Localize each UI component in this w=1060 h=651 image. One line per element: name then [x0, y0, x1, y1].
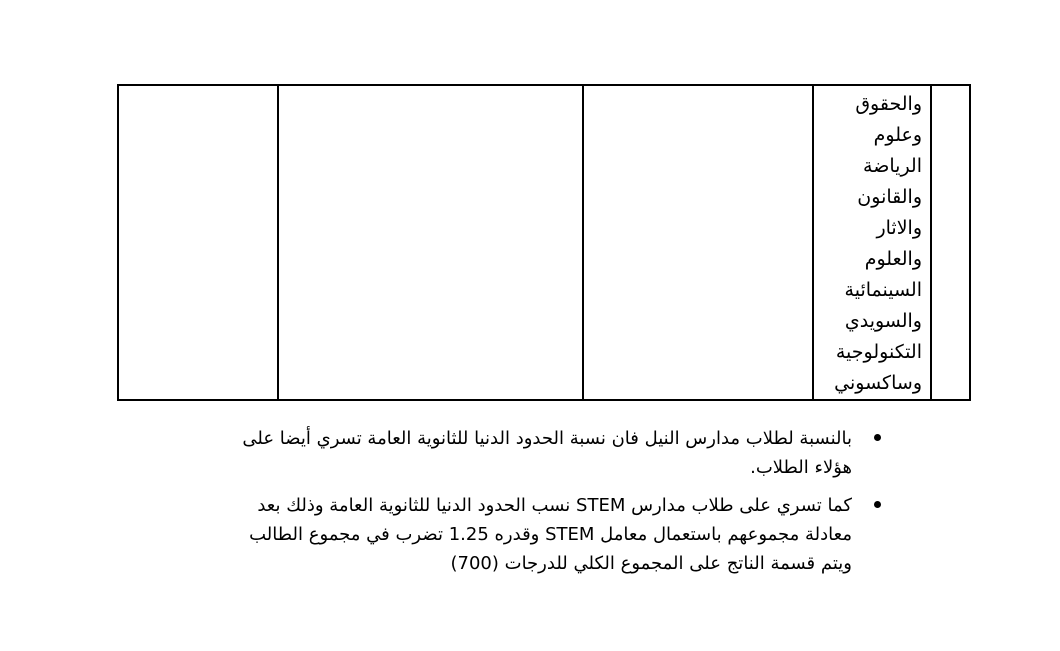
- list-item: [170, 424, 890, 482]
- faculty-line: السينمائية: [844, 279, 922, 301]
- faculty-line: والسويدي: [844, 310, 922, 332]
- note-line: معادلة مجموعهم باستعمال معامل STEM وقدره 1.25 تضرب في مجموع الطالب: [249, 524, 852, 545]
- note-line: كما تسري على طلاب مدارس STEM نسب الحدود الدنيا للثانوية العامة وذلك بعد: [257, 495, 852, 516]
- faculty-line: وعلوم: [873, 124, 922, 146]
- faculty-line: والحقوق: [855, 93, 922, 115]
- table-cell-empty-1: [118, 85, 278, 400]
- faculty-line: والاثار: [876, 217, 922, 239]
- faculty-line: الرياضة: [863, 155, 922, 177]
- note-line: ويتم قسمة الناتج على المجموع الكلي للدرجات (700): [450, 553, 852, 574]
- bullet-icon: [874, 434, 881, 441]
- table-cell-empty-5: [931, 85, 970, 400]
- table-cell-faculties: [813, 85, 931, 400]
- list-item: [170, 491, 890, 578]
- note-line: بالنسبة لطلاب مدارس النيل فان نسبة الحدود الدنيا للثانوية العامة تسري أيضا على: [242, 428, 852, 449]
- table-cell-empty-2: [278, 85, 583, 400]
- notes-list: [170, 424, 890, 587]
- note-line: هؤلاء الطلاب.: [750, 457, 852, 478]
- faculties-list: [814, 86, 930, 399]
- bullet-icon: [874, 501, 881, 508]
- table-cell-empty-3: [583, 85, 813, 400]
- admission-table: [117, 84, 971, 401]
- faculty-line: والقانون: [857, 186, 922, 208]
- faculty-line: التكنولوجية: [835, 341, 922, 363]
- faculty-line: والعلوم: [864, 248, 922, 270]
- faculty-line: وساكسوني: [834, 372, 922, 394]
- table-row: [118, 85, 970, 400]
